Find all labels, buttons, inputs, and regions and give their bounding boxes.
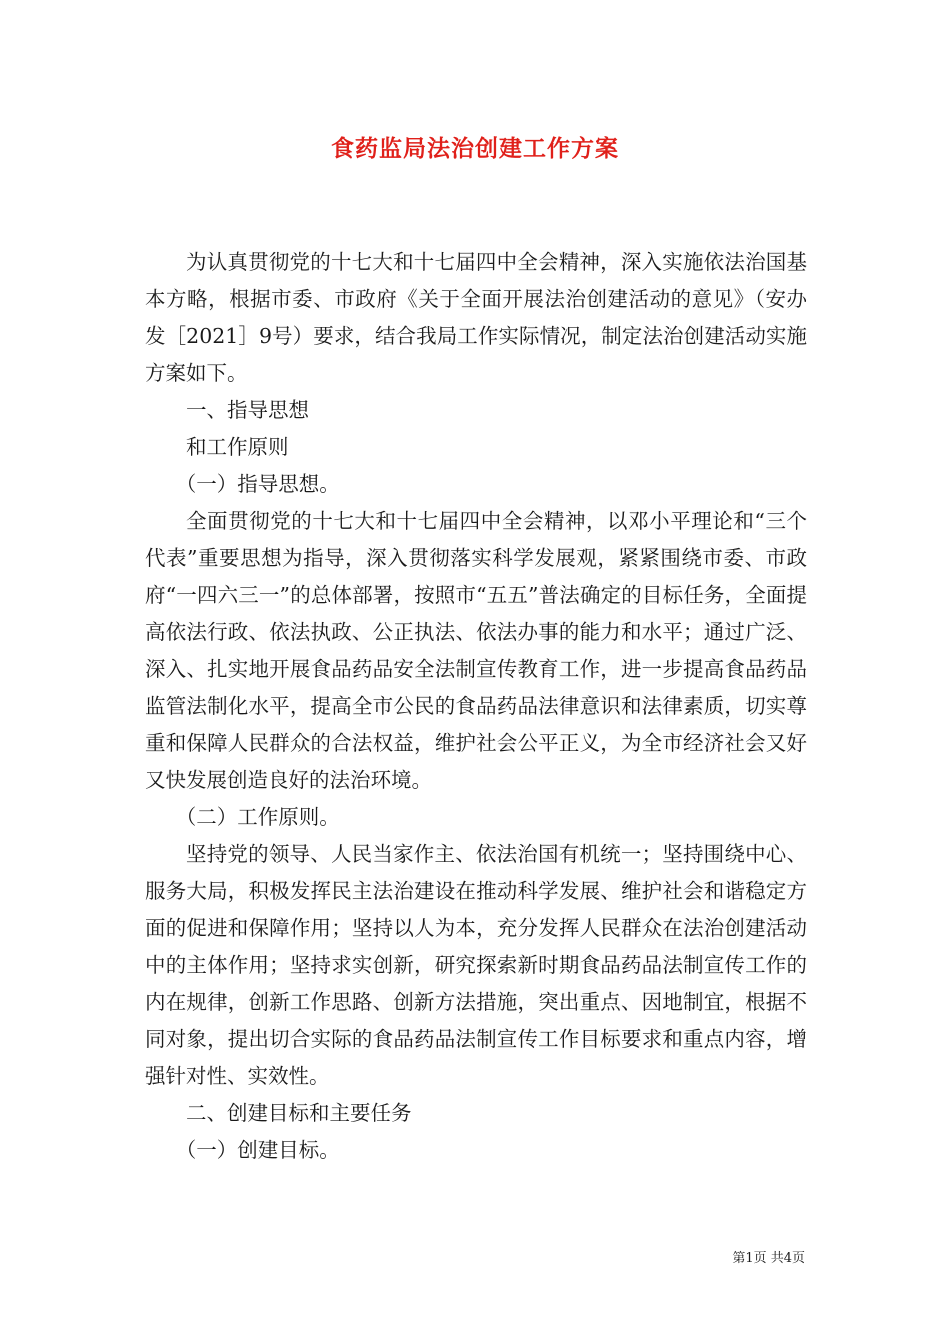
document-body: [145, 244, 807, 1169]
subsection-heading-1-1: （一）指导思想。: [175, 472, 340, 496]
guiding-ideology-paragraph: 全面贯彻党的十七大和十七届四中全会精神，以邓小平理论和“三个代表”重要思想为指导，深入贯彻落实科学发展观，紧紧围绕市委、市政府“一四六三一”的总体部署，按照市“五五”普法确定的目标任务，全面提高依法行政、依法执政、公正执法、依法办事的能力和水平；通过广泛、深入、扎实地开展食品药品安全法制宣传教育工作，进一步提高食品药品监管法制化水平，提高全市公民的食品药品法律意识和法律素质，切实尊重和保障人民群众的合法权益，维护社会公平正义，为全市经济社会又好又快发展创造良好的法治环境。: [145, 509, 807, 792]
intro-paragraph: 为认真贯彻党的十七大和十七届四中全会精神，深入实施依法治国基本方略，根据市委、市政府《关于全面开展法治创建活动的意见》（安办发［2021］9号）要求，结合我局工作实际情况，制定法治创建活动实施方案如下。: [145, 250, 807, 385]
section-heading-1-cont: 和工作原则: [186, 435, 289, 459]
section-heading-1: 一、指导思想: [186, 398, 309, 422]
subsection-heading-1-2: （二）工作原则。: [175, 805, 340, 829]
page-number: 第1页 共4页: [732, 1251, 805, 1266]
document-title: 食药监局法治创建工作方案: [331, 136, 619, 162]
work-principles-paragraph: 坚持党的领导、人民当家作主、依法治国有机统一；坚持围绕中心、服务大局，积极发挥民主法治建设在推动科学发展、维护社会和谐稳定方面的促进和保障作用；坚持以人为本，充分发挥人民群众在法治创建活动中的主体作用；坚持求实创新，研究探索新时期食品药品法制宣传工作的内在规律，创新工作思路、创新方法措施，突出重点、因地制宜，根据不同对象，提出切合实际的食品药品法制宣传工作目标要求和重点内容，增强针对性、实效性。: [145, 842, 807, 1088]
subsection-heading-2-1: （一）创建目标。: [175, 1138, 340, 1162]
section-heading-2: 二、创建目标和主要任务: [186, 1101, 412, 1125]
